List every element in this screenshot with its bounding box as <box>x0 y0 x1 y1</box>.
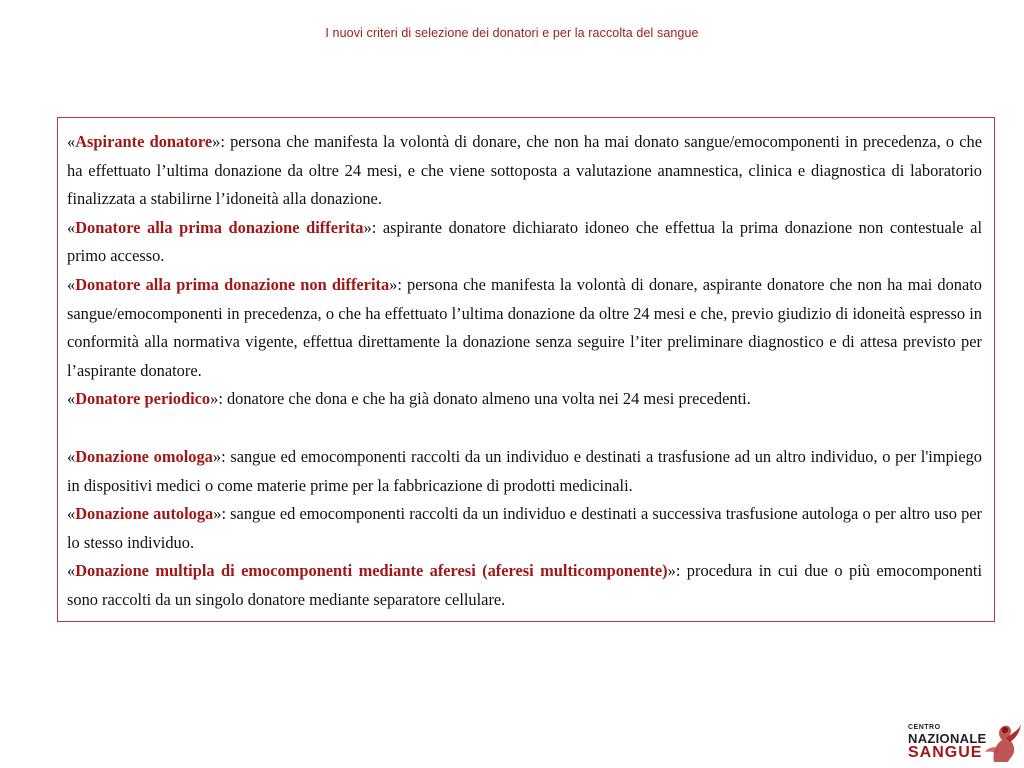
open-quote: « <box>67 446 76 466</box>
open-quote: « <box>67 132 76 151</box>
definition-text: : aspirante donatore dichiarato idoneo che effettua la prima donazione non contestuale al primo accesso. <box>67 217 983 266</box>
close-quote: » <box>213 504 222 524</box>
definition-donazione-multipla <box>67 557 982 614</box>
open-quote: « <box>67 274 76 294</box>
definition-term: Donazione omologa <box>75 446 213 466</box>
open-quote: « <box>67 217 76 237</box>
open-quote: « <box>67 504 76 524</box>
definition-text: : sangue ed emocomponenti raccolti da un individuo e destinati a successiva trasfusione autologa o per altro uso per lo stesso individuo. <box>67 504 982 552</box>
definition-text: : persona che manifesta la volontà di donare, che non ha mai donato sangue/emocomponenti in precedenza, o che ha effettuato l’ultima donazione da oltre 24 mesi, e che viene sottoposta a valutazione anamnestica, clinica e diagnostica di laboratorio finalizzata a stabilirne l’idoneità alla donazione. <box>67 132 982 209</box>
definitions-box <box>57 117 995 622</box>
logo-wordmark <box>908 724 987 761</box>
definition-text: : procedura in cui due o più emocomponenti sono raccolti da un singolo donatore mediante separatore cellulare. <box>67 561 982 609</box>
close-quote: » <box>363 217 372 237</box>
figure-emblem-icon <box>984 718 1022 766</box>
definition-term: Donatore alla prima donazione differita <box>75 217 364 237</box>
centro-nazionale-sangue-logo <box>908 718 1022 766</box>
definition-term: Aspirante donatore <box>75 132 213 151</box>
open-quote: « <box>67 389 76 409</box>
definition-text: : donatore che dona e che ha già donato almeno una volta nei 24 mesi precedenti. <box>218 389 751 409</box>
definition-term: Donatore alla prima donazione non differita <box>75 274 390 294</box>
close-quote: » <box>667 561 676 581</box>
close-quote: » <box>212 132 221 151</box>
definition-text: : sangue ed emocomponenti raccolti da un individuo e destinati a trasfusione ad un altro individuo, o per l'impiego in dispositivi medici o come materie prime per la fabbricazione di prodotti medicinali. <box>67 446 982 495</box>
close-quote: » <box>212 446 222 466</box>
definition-aspirante-donatore <box>67 128 982 214</box>
definition-term: Donazione multipla di emocomponenti mediante aferesi (aferesi multicomponente) <box>75 561 668 581</box>
definition-text: : persona che manifesta la volontà di donare, aspirante donatore che non ha mai donato sangue/emocomponenti in precedenza, o che ha effettuato l’ultima donazione da oltre 24 mesi e che, previo giudizio di idoneità espresso in conformità alla normativa vigente, effettua direttamente la donazione senza seguire l’iter preliminare diagnostico e di attesa previsto per l’aspirante donatore. <box>67 274 982 380</box>
close-quote: » <box>210 389 219 409</box>
paragraph-spacer <box>67 414 982 443</box>
close-quote: » <box>389 274 398 294</box>
definition-donatore-periodico <box>67 385 982 414</box>
definition-term: Donazione autologa <box>75 504 214 524</box>
definition-donazione-omologa <box>67 443 982 500</box>
logo-line-centro: CENTRO <box>908 724 941 731</box>
logo-line-nazionale: NAZIONALE <box>908 731 987 746</box>
definition-prima-donazione-non-differita <box>67 271 982 385</box>
open-quote: « <box>67 561 76 581</box>
page-title: I nuovi criteri di selezione dei donatori e per la raccolta del sangue <box>325 26 699 40</box>
definition-term: Donatore periodico <box>75 389 211 409</box>
definition-donazione-autologa <box>67 500 982 557</box>
logo-line-sangue: SANGUE <box>908 744 983 761</box>
definition-prima-donazione-differita <box>67 214 982 271</box>
